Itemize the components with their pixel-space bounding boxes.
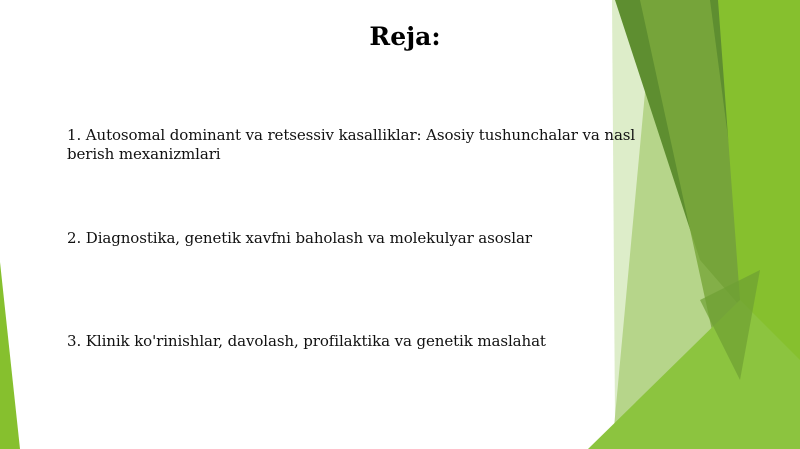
plan-item-1: 1. Autosomal dominant va retsessiv kasalliklar: Asosiy tushunchalar va nasl berish mexanizmlari (67, 126, 636, 163)
plan-item-3: 3. Klinik ko'rinishlar, davolash, profilaktika va genetik maslahat (67, 332, 546, 350)
plan-item-2: 2. Diagnostika, genetik xavfni baholash va molekulyar asoslar (67, 229, 532, 247)
left-green-sliver (0, 262, 20, 449)
slide-title: Reja: (369, 22, 441, 51)
